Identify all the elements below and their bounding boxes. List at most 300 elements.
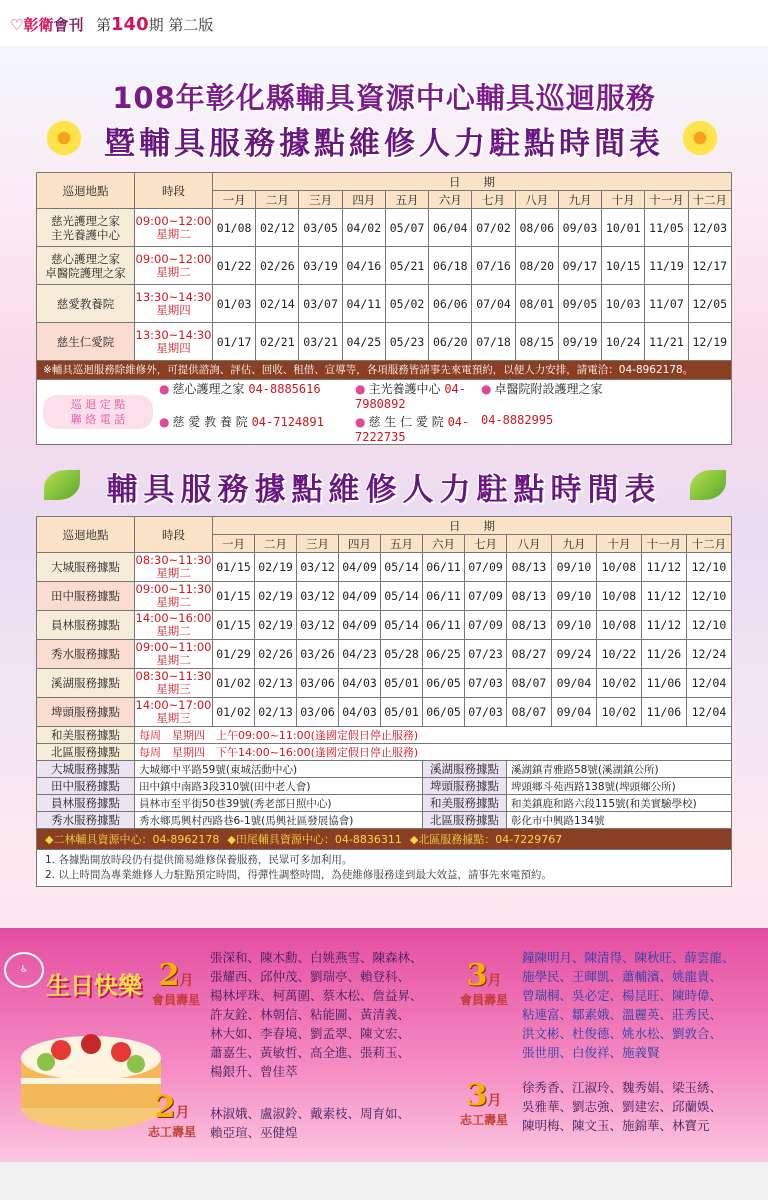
date-cell: 02/19 bbox=[255, 553, 297, 582]
date-cell: 11/12 bbox=[641, 611, 686, 640]
table-row bbox=[37, 209, 732, 247]
time-slot: 星期三 bbox=[156, 682, 191, 696]
date-cell: 09/03 bbox=[558, 209, 601, 247]
col-header-date: 日 期 bbox=[213, 173, 732, 191]
date-cell: 08/15 bbox=[515, 323, 558, 361]
center-phone: ◆北區服務據點：04-7229767 bbox=[409, 833, 563, 846]
name-line: 楊銀升、曾佳萃 bbox=[210, 1064, 298, 1079]
birthday-title: 生日快樂 bbox=[46, 972, 142, 1000]
date-cell: 07/18 bbox=[472, 323, 515, 361]
time-slot: 08:30~11:30 bbox=[135, 669, 212, 683]
month-header: 七月 bbox=[465, 535, 507, 553]
date-cell: 02/12 bbox=[256, 209, 299, 247]
date-cell: 11/26 bbox=[641, 640, 686, 669]
feb-member-names bbox=[210, 948, 423, 1081]
name-line: 吳雅華、劉志強、劉建宏、邱蘭娛、 bbox=[522, 1099, 723, 1114]
date-cell: 12/10 bbox=[686, 611, 731, 640]
time-slot: 09:00~11:00 bbox=[135, 640, 212, 654]
date-cell: 10/03 bbox=[602, 285, 645, 323]
contact-label-line2: 聯 絡 電 話 bbox=[70, 413, 126, 426]
site-name: 慈光護理之家 bbox=[51, 213, 120, 228]
month-header: 六月 bbox=[423, 535, 465, 553]
month-header: 五月 bbox=[381, 535, 423, 553]
date-cell: 12/19 bbox=[688, 323, 731, 361]
name-line: 徐秀香、江淑玲、魏秀娟、梁玉綉、 bbox=[522, 1080, 723, 1095]
month-header: 三月 bbox=[297, 535, 339, 553]
main-subtitle: 暨輔具服務據點維修人力駐點時間表 bbox=[104, 126, 664, 162]
weekly-schedule: 每周 星期四 下午14:00~16:00(逢國定假日停止服務) bbox=[135, 744, 732, 761]
date-cell: 04/11 bbox=[342, 285, 385, 323]
time-cell bbox=[135, 553, 213, 582]
time-slot: 09:00~12:00 bbox=[135, 251, 212, 266]
time-cell bbox=[135, 582, 213, 611]
name-line: 陳明梅、陳文玉、施錦華、林寶元 bbox=[522, 1118, 710, 1133]
date-cell: 08/27 bbox=[507, 640, 552, 669]
feb-volunteer-names bbox=[210, 1104, 410, 1142]
date-cell: 09/04 bbox=[551, 669, 596, 698]
col-header-site: 巡迴地點 bbox=[37, 517, 135, 553]
date-cell: 02/13 bbox=[255, 698, 297, 727]
time-slot: 13:30~14:30 bbox=[135, 327, 212, 342]
bottom-strip bbox=[0, 1162, 768, 1200]
date-cell: 12/03 bbox=[688, 209, 731, 247]
date-cell: 10/08 bbox=[596, 611, 641, 640]
date-cell: 06/11 bbox=[423, 553, 465, 582]
date-cell: 09/10 bbox=[551, 611, 596, 640]
col-header-date: 日 期 bbox=[213, 517, 732, 535]
date-cell: 03/05 bbox=[299, 209, 342, 247]
month-header: 八月 bbox=[507, 535, 552, 553]
table-row bbox=[37, 640, 732, 669]
date-cell: 07/09 bbox=[465, 582, 507, 611]
month-header: 七月 bbox=[472, 191, 515, 209]
contact-label bbox=[43, 395, 153, 429]
mar-volunteer-names bbox=[522, 1078, 722, 1135]
date-cell: 08/01 bbox=[515, 285, 558, 323]
date-cell: 02/26 bbox=[255, 640, 297, 669]
site-name: 慈生仁愛院 bbox=[56, 334, 115, 349]
time-slot: 星期二 bbox=[156, 595, 191, 609]
month-header: 九月 bbox=[551, 535, 596, 553]
date-cell: 08/13 bbox=[507, 611, 552, 640]
address-text: 埤頭鄉斗苑西路138號(埤頭鄉公所) bbox=[507, 778, 732, 795]
date-cell: 03/07 bbox=[299, 285, 342, 323]
footnote: 1. 各據點開放時段仍有提供簡易維修保養服務，民眾可多加利用。 bbox=[45, 854, 353, 866]
site-cell bbox=[37, 323, 135, 361]
address-text: 和美鎮鹿和路六段115號(和美實驗學校) bbox=[507, 795, 732, 812]
date-cell: 02/26 bbox=[256, 247, 299, 285]
col-header-site: 巡迴地點 bbox=[37, 173, 135, 209]
name-line: 許友銓、林朝信、粘能圖、黃清義、 bbox=[210, 1007, 411, 1022]
time-slot: 星期四 bbox=[156, 340, 191, 355]
flower-icon-right bbox=[680, 118, 720, 158]
time-cell bbox=[135, 209, 213, 247]
center-phone: ◆二林輔具資源中心：04-8962178 bbox=[45, 833, 220, 846]
date-cell: 11/06 bbox=[641, 669, 686, 698]
date-cell: 01/08 bbox=[213, 209, 256, 247]
contact-name: 慈 愛 教 養 院 bbox=[172, 415, 248, 429]
name-line: 林大如、李春境、劉孟翠、陳文宏、 bbox=[210, 1026, 411, 1041]
date-cell: 04/16 bbox=[342, 247, 385, 285]
month-header: 八月 bbox=[515, 191, 558, 209]
date-cell: 06/06 bbox=[429, 285, 472, 323]
date-cell: 04/25 bbox=[342, 323, 385, 361]
date-cell: 07/16 bbox=[472, 247, 515, 285]
date-cell: 10/01 bbox=[602, 209, 645, 247]
time-slot: 09:00~12:00 bbox=[135, 213, 212, 228]
name-line: 蕭嘉生、黃敏哲、高全進、張莉玉、 bbox=[210, 1045, 411, 1060]
date-cell: 06/05 bbox=[423, 669, 465, 698]
contact-entry bbox=[159, 380, 355, 411]
heart-logo-icon: ♡ bbox=[10, 16, 24, 34]
date-cell: 11/21 bbox=[645, 323, 688, 361]
site-cell: 和美服務據點 bbox=[37, 727, 135, 744]
month-header: 十一月 bbox=[641, 535, 686, 553]
time-cell bbox=[135, 247, 213, 285]
date-cell: 03/06 bbox=[297, 669, 339, 698]
footnote: 2. 以上時間為專業維修人力駐點預定時間，得彈性調整時間，為使維修服務達到最大效益，請事先來電預約。 bbox=[45, 869, 552, 881]
date-cell: 07/03 bbox=[465, 669, 507, 698]
date-cell: 05/02 bbox=[385, 285, 428, 323]
time-slot: 08:30~11:30 bbox=[135, 553, 212, 567]
contact-box bbox=[37, 380, 732, 445]
date-cell: 05/23 bbox=[385, 323, 428, 361]
issue-number: 第140期 第二版 bbox=[96, 14, 214, 35]
time-cell bbox=[135, 611, 213, 640]
address-text: 彰化市中興路134號 bbox=[507, 812, 732, 829]
table-row bbox=[37, 553, 732, 582]
month-header: 一月 bbox=[213, 191, 256, 209]
time-cell bbox=[135, 698, 213, 727]
contact-name: 慈 生 仁 愛 院 bbox=[368, 415, 444, 429]
site-cell: 大城服務據點 bbox=[37, 553, 135, 582]
date-cell: 11/06 bbox=[641, 698, 686, 727]
date-cell: 04/09 bbox=[339, 611, 381, 640]
table-row bbox=[37, 698, 732, 727]
date-cell: 05/21 bbox=[385, 247, 428, 285]
contact-phone: 04-8882995 bbox=[481, 413, 554, 427]
time-cell bbox=[135, 640, 213, 669]
name-line: 洪文彬、杜俊德、姚水松、劉敦合、 bbox=[522, 1026, 723, 1041]
time-slot: 14:00~16:00 bbox=[135, 611, 212, 625]
date-cell: 02/13 bbox=[255, 669, 297, 698]
month-header: 十二月 bbox=[688, 191, 731, 209]
address-site: 溪湖服務據點 bbox=[423, 761, 507, 778]
date-cell: 01/02 bbox=[213, 669, 255, 698]
month-header: 五月 bbox=[385, 191, 428, 209]
date-cell: 04/02 bbox=[342, 209, 385, 247]
site-name: 主光養護中心 bbox=[51, 227, 120, 242]
date-cell: 12/04 bbox=[686, 669, 731, 698]
month-header: 三月 bbox=[299, 191, 342, 209]
date-cell: 11/19 bbox=[645, 247, 688, 285]
date-cell: 01/02 bbox=[213, 698, 255, 727]
contact-entry bbox=[481, 380, 661, 411]
date-cell: 05/01 bbox=[381, 669, 423, 698]
bullet-icon: ● bbox=[481, 382, 492, 396]
birthday-section bbox=[0, 928, 768, 1162]
site-name: 慈心護理之家 bbox=[51, 251, 120, 266]
mar-volunteer-badge: 3月 志工壽星 bbox=[460, 1078, 509, 1127]
contact-phone: 04-7980892 bbox=[355, 382, 467, 411]
date-cell: 01/29 bbox=[213, 640, 255, 669]
contact-phone: 04-7222735 bbox=[355, 415, 470, 444]
date-cell: 03/06 bbox=[297, 698, 339, 727]
date-cell: 04/09 bbox=[339, 582, 381, 611]
table-row bbox=[37, 323, 732, 361]
time-cell bbox=[135, 669, 213, 698]
center-phone: ◆田尾輔具資源中心：04-8836311 bbox=[227, 833, 402, 846]
date-cell: 03/12 bbox=[297, 611, 339, 640]
date-cell: 01/03 bbox=[213, 285, 256, 323]
name-line: 施學民、王暉凱、蕭輔濱、姚龍貴、 bbox=[522, 969, 723, 984]
date-cell: 08/06 bbox=[515, 209, 558, 247]
service-note: ※輔具巡迴服務除維修外，可提供諮詢、評估、回收、租借、宣導等，各項服務皆請事先來電預約，以便人力安排，請電洽：04-8962178。 bbox=[37, 361, 732, 380]
date-cell: 03/26 bbox=[297, 640, 339, 669]
month-header: 十二月 bbox=[686, 535, 731, 553]
month-header: 十月 bbox=[602, 191, 645, 209]
contact-phone: 04-7124891 bbox=[251, 415, 324, 429]
month-header: 四月 bbox=[339, 535, 381, 553]
contact-phone: 04-8885616 bbox=[248, 382, 321, 396]
date-cell: 10/22 bbox=[596, 640, 641, 669]
date-cell: 07/04 bbox=[472, 285, 515, 323]
date-cell: 09/24 bbox=[551, 640, 596, 669]
weekly-schedule: 每周 星期四 上午09:00~11:00(逢國定假日停止服務) bbox=[135, 727, 732, 744]
name-line: 曾瑞桐、吳必定、楊昆旺、陳時偉、 bbox=[522, 988, 723, 1003]
name-line: 張世朋、白俊祥、施義賢 bbox=[522, 1045, 660, 1060]
date-cell: 10/15 bbox=[602, 247, 645, 285]
date-cell: 06/05 bbox=[423, 698, 465, 727]
address-site: 秀水服務據點 bbox=[37, 812, 135, 829]
month-header: 二月 bbox=[255, 535, 297, 553]
date-cell: 10/08 bbox=[596, 553, 641, 582]
date-cell: 08/13 bbox=[507, 582, 552, 611]
month-header: 九月 bbox=[558, 191, 601, 209]
time-slot: 星期二 bbox=[156, 566, 191, 580]
date-cell: 03/12 bbox=[297, 582, 339, 611]
date-cell: 09/05 bbox=[558, 285, 601, 323]
contact-name: 主光養護中心 bbox=[368, 382, 441, 396]
month-header: 四月 bbox=[342, 191, 385, 209]
address-site: 北區服務據點 bbox=[423, 812, 507, 829]
date-cell: 08/20 bbox=[515, 247, 558, 285]
date-cell: 07/09 bbox=[465, 553, 507, 582]
time-slot: 14:00~17:00 bbox=[135, 698, 212, 712]
contact-grid bbox=[159, 380, 661, 444]
site-cell: 田中服務據點 bbox=[37, 582, 135, 611]
address-text: 員林市至平街50巷39號(秀老部日照中心) bbox=[135, 795, 423, 812]
time-slot: 星期四 bbox=[156, 302, 191, 317]
contact-entry bbox=[159, 413, 355, 444]
table-row bbox=[37, 247, 732, 285]
date-cell: 08/07 bbox=[507, 669, 552, 698]
repair-station-table bbox=[36, 516, 732, 887]
main-title: 108年彰化縣輔具資源中心輔具巡迴服務 bbox=[112, 81, 656, 115]
date-cell: 06/18 bbox=[429, 247, 472, 285]
address-site: 員林服務據點 bbox=[37, 795, 135, 812]
name-line: 張耀西、邱仲茂、劉瑞亭、賴登科、 bbox=[210, 969, 411, 984]
site-name: 卓醫院護理之家 bbox=[45, 265, 126, 280]
time-slot: 星期二 bbox=[156, 624, 191, 638]
site-cell bbox=[37, 285, 135, 323]
date-cell: 01/15 bbox=[213, 553, 255, 582]
birthday-cake-icon bbox=[16, 998, 166, 1138]
time-cell bbox=[135, 323, 213, 361]
mar-member-names bbox=[522, 948, 735, 1062]
address-site: 埤頭服務據點 bbox=[423, 778, 507, 795]
date-cell: 01/17 bbox=[213, 323, 256, 361]
date-cell: 03/19 bbox=[299, 247, 342, 285]
newsletter-brand bbox=[10, 14, 83, 35]
tour-service-table bbox=[36, 172, 732, 445]
edition-label: 第二版 bbox=[168, 16, 214, 34]
bullet-icon: ● bbox=[159, 382, 170, 396]
center-phones bbox=[37, 829, 732, 850]
date-cell: 09/17 bbox=[558, 247, 601, 285]
date-cell: 05/14 bbox=[381, 611, 423, 640]
mar-member-badge: 3月 會員壽星 bbox=[460, 958, 509, 1007]
address-text: 大城鄉中平路59號(東城活動中心) bbox=[135, 761, 423, 778]
date-cell: 01/15 bbox=[213, 611, 255, 640]
table-row bbox=[37, 285, 732, 323]
brand-main: 彰衛 bbox=[23, 16, 54, 34]
table-row bbox=[37, 582, 732, 611]
date-cell: 06/11 bbox=[423, 611, 465, 640]
date-cell: 10/08 bbox=[596, 582, 641, 611]
date-cell: 07/02 bbox=[472, 209, 515, 247]
date-cell: 08/13 bbox=[507, 553, 552, 582]
date-cell: 12/10 bbox=[686, 582, 731, 611]
date-cell: 05/14 bbox=[381, 553, 423, 582]
site-cell: 秀水服務據點 bbox=[37, 640, 135, 669]
brand-sub: 會刊 bbox=[53, 16, 84, 34]
bullet-icon: ● bbox=[355, 382, 366, 396]
site-cell bbox=[37, 209, 135, 247]
address-site: 和美服務據點 bbox=[423, 795, 507, 812]
site-cell bbox=[37, 247, 135, 285]
month-header: 六月 bbox=[429, 191, 472, 209]
date-cell: 01/15 bbox=[213, 582, 255, 611]
time-slot: 09:00~11:30 bbox=[135, 582, 212, 596]
date-cell: 12/05 bbox=[688, 285, 731, 323]
name-line: 鐘陳明月、陳清得、陳秋旺、薛雲龍、 bbox=[522, 950, 735, 965]
time-slot: 星期二 bbox=[156, 226, 191, 241]
time-slot: 星期三 bbox=[156, 711, 191, 725]
site-cell: 員林服務據點 bbox=[37, 611, 135, 640]
date-cell: 05/01 bbox=[381, 698, 423, 727]
name-line: 賴亞瑄、巫健煌 bbox=[210, 1125, 298, 1140]
name-line: 粘連富、鄒素娥、溫麗英、莊秀民、 bbox=[522, 1007, 723, 1022]
date-cell: 11/12 bbox=[641, 582, 686, 611]
date-cell: 02/21 bbox=[256, 323, 299, 361]
date-cell: 02/19 bbox=[255, 582, 297, 611]
date-cell: 07/23 bbox=[465, 640, 507, 669]
address-text: 田中鎮中南路3段310號(田中老人會) bbox=[135, 778, 423, 795]
date-cell: 05/28 bbox=[381, 640, 423, 669]
wheelchair-logo-icon: ♿ bbox=[4, 952, 44, 988]
contact-name: 卓醫院附設護理之家 bbox=[494, 382, 603, 396]
date-cell: 04/03 bbox=[339, 669, 381, 698]
contact-entry bbox=[355, 413, 481, 444]
date-cell: 04/09 bbox=[339, 553, 381, 582]
col-header-time: 時段 bbox=[135, 173, 213, 209]
col-header-time: 時段 bbox=[135, 517, 213, 553]
date-cell: 10/24 bbox=[602, 323, 645, 361]
feb-volunteer-badge: 2月 志工壽星 bbox=[148, 1090, 197, 1139]
date-cell: 03/21 bbox=[299, 323, 342, 361]
address-site: 大城服務據點 bbox=[37, 761, 135, 778]
table-row bbox=[37, 669, 732, 698]
date-cell: 09/10 bbox=[551, 582, 596, 611]
date-cell: 10/02 bbox=[596, 669, 641, 698]
name-line: 楊林坪珠、柯萬圍、蔡木松、詹益昇、 bbox=[210, 988, 423, 1003]
time-slot: 13:30~14:30 bbox=[135, 289, 212, 304]
section-title-repair: 輔具服務據點維修人力駐點時間表 bbox=[106, 472, 662, 508]
site-cell: 溪湖服務據點 bbox=[37, 669, 135, 698]
site-cell: 北區服務據點 bbox=[37, 744, 135, 761]
bullet-icon: ● bbox=[355, 415, 366, 429]
date-cell: 04/23 bbox=[339, 640, 381, 669]
month-header: 十月 bbox=[596, 535, 641, 553]
date-cell: 12/10 bbox=[686, 553, 731, 582]
top-bar bbox=[0, 0, 768, 46]
feb-member-badge: 2月 會員壽星 bbox=[152, 958, 201, 1007]
date-cell: 06/11 bbox=[423, 582, 465, 611]
contact-entry bbox=[355, 380, 481, 411]
contact-entry bbox=[481, 413, 661, 444]
date-cell: 06/04 bbox=[429, 209, 472, 247]
date-cell: 07/03 bbox=[465, 698, 507, 727]
date-cell: 12/17 bbox=[688, 247, 731, 285]
month-header: 二月 bbox=[256, 191, 299, 209]
date-cell: 02/14 bbox=[256, 285, 299, 323]
date-cell: 05/07 bbox=[385, 209, 428, 247]
footnotes bbox=[37, 850, 732, 887]
date-cell: 04/03 bbox=[339, 698, 381, 727]
time-cell bbox=[135, 285, 213, 323]
date-cell: 12/04 bbox=[686, 698, 731, 727]
address-site: 田中服務據點 bbox=[37, 778, 135, 795]
date-cell: 11/05 bbox=[645, 209, 688, 247]
table-row bbox=[37, 611, 732, 640]
month-header: 一月 bbox=[213, 535, 255, 553]
address-text: 溪湖鎮青雅路58號(溪湖鎮公所) bbox=[507, 761, 732, 778]
date-cell: 08/07 bbox=[507, 698, 552, 727]
date-cell: 09/04 bbox=[551, 698, 596, 727]
date-cell: 11/12 bbox=[641, 553, 686, 582]
name-line: 林淑娥、盧淑鈴、戴素枝、周育如、 bbox=[210, 1106, 411, 1121]
date-cell: 09/10 bbox=[551, 553, 596, 582]
name-line: 張深和、陳木勳、白姚燕雪、陳森林、 bbox=[210, 950, 423, 965]
date-cell: 06/20 bbox=[429, 323, 472, 361]
month-header: 十一月 bbox=[645, 191, 688, 209]
date-cell: 03/12 bbox=[297, 553, 339, 582]
date-cell: 06/25 bbox=[423, 640, 465, 669]
contact-name: 慈心護理之家 bbox=[172, 382, 245, 396]
time-slot: 星期二 bbox=[156, 264, 191, 279]
bullet-icon: ● bbox=[159, 415, 170, 429]
site-name: 慈愛教養院 bbox=[56, 296, 115, 311]
date-cell: 02/19 bbox=[255, 611, 297, 640]
date-cell: 09/19 bbox=[558, 323, 601, 361]
date-cell: 11/07 bbox=[645, 285, 688, 323]
time-slot: 星期二 bbox=[156, 653, 191, 667]
date-cell: 01/22 bbox=[213, 247, 256, 285]
date-cell: 05/14 bbox=[381, 582, 423, 611]
date-cell: 10/02 bbox=[596, 698, 641, 727]
address-text: 秀水鄉馬興村西路巷6-1號(馬興社區發展協會) bbox=[135, 812, 423, 829]
